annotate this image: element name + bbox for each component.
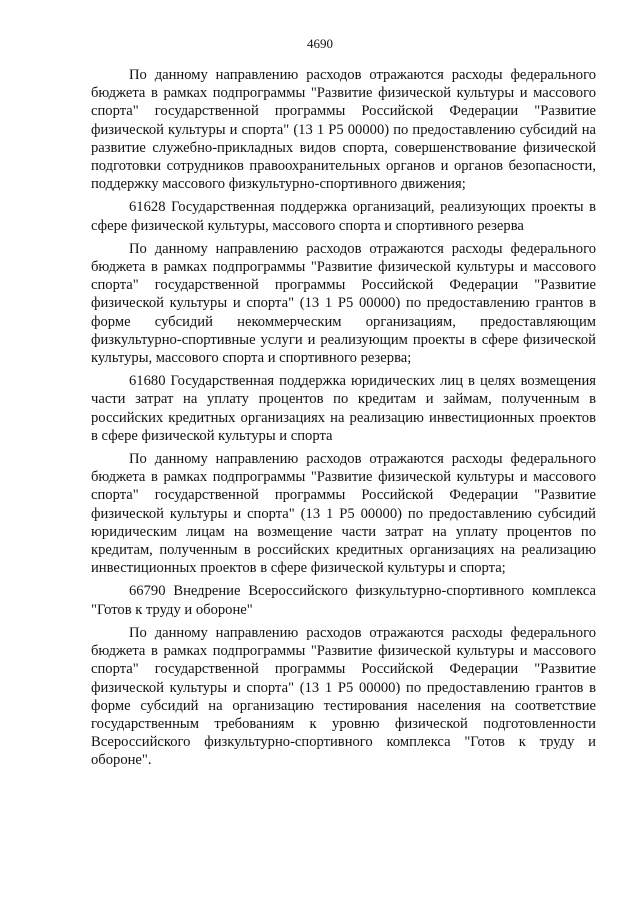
paragraph-code-66790: 66790 Внедрение Всероссийского физкультурно-спортивного комплекса "Готов к труду и обороне" [91, 583, 596, 618]
page-number: 4690 [307, 36, 333, 51]
paragraph-expense-description-2: По данному направлению расходов отражаются расходы федерального бюджета в рамках подпрограммы "Развитие физической культуры и массового спорта" государственной программы Российской Федерации "Развитие физической культуры и спорта" (13 1 P5 00000) по предоставлению грантов в форме субсидий некоммерческим организациям, предоставляющим физкультурно-спортивные услуги и реализующим проекты в сфере физической культуры, массового спорта и спортивного резерва; [91, 240, 596, 367]
paragraph-code-61680: 61680 Государственная поддержка юридических лиц в целях возмещения части затрат на уплату процентов по кредитам и займам, полученным в российских кредитных организациях на реализацию инвестиционных проектов в сфере физической культуры и спорта [91, 373, 596, 444]
paragraph-expense-description-4: По данному направлению расходов отражаются расходы федерального бюджета в рамках подпрограммы "Развитие физической культуры и массового спорта" государственной программы Российской Федерации "Развитие физической культуры и спорта" (13 1 P5 00000) по предоставлению грантов в форме субсидий на организацию тестирования населения на соответствие государственным требованиям к уровню физической подготовленности Всероссийского физкультурно-спортивного комплекса "Готов к труду и обороне". [91, 624, 596, 769]
paragraph-code-61628: 61628 Государственная поддержка организаций, реализующих проекты в сфере физической культуры, массового спорта и спортивного резерва [91, 199, 596, 234]
paragraph-expense-description-3: По данному направлению расходов отражаются расходы федерального бюджета в рамках подпрограммы "Развитие физической культуры и массового спорта" государственной программы Российской Федерации "Развитие физической культуры и спорта" (13 1 P5 00000) по предоставлению субсидий юридическим лицам на возмещение части затрат на уплату процентов по кредитам, полученным в российских кредитных организациях на реализацию инвестиционных проектов в сфере физической культуры и спорта; [91, 451, 596, 577]
document-body [91, 66, 596, 775]
paragraph-expense-description-1: По данному направлению расходов отражаются расходы федерального бюджета в рамках подпрограммы "Развитие физической культуры и массового спорта" государственной программы Российской Федерации "Развитие физической культуры и спорта" (13 1 P5 00000) по предоставлению субсидий на развитие служебно-прикладных видов спорта, совершенствование физической подготовки сотрудников правоохранительных органов и органов безопасности, поддержку массового физкультурно-спортивного движения; [91, 67, 596, 193]
